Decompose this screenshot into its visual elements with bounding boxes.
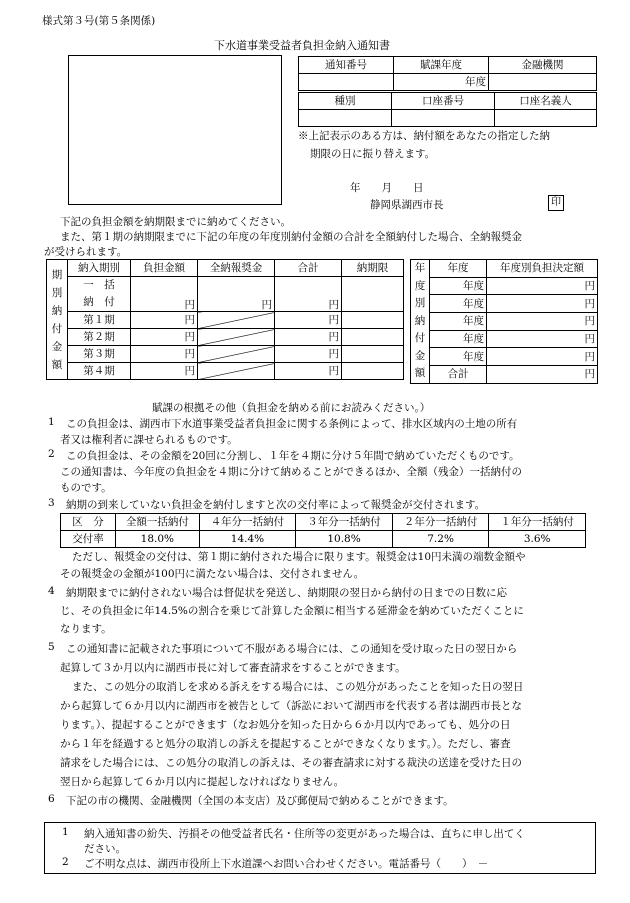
period-4-deadline (342, 363, 404, 380)
item-3-number: 3 (48, 497, 55, 509)
decided-row-4: 円 (487, 330, 598, 348)
bank-cell (489, 74, 597, 91)
issuer-name: 静岡県湖西市長 (370, 199, 444, 211)
lump-total: 円 (275, 277, 342, 312)
rate-full: 18.0% (116, 531, 200, 548)
item-3-line2: ただし、報奨金の交付は、第１期に納付された場合に限ります。報奨金は10円未満の端数金額や (72, 551, 526, 563)
item-6-line1: 下記の市の機関、金融機関（全国の本支店）及び郵便局で納めることができます。 (66, 795, 454, 807)
lump-reward: 円 (198, 277, 275, 312)
item-5-line7: 請求をした場合には、この処分の取消しの訴えは、その審査請求に対する裁決の送達を受けた日の (60, 757, 522, 769)
rate-header-3y: ３年分一括納付 (296, 514, 393, 531)
item-5-line3: また、この処分の取消しを求める訴えをする場合には、この処分があったことを知った日の翌日 (72, 681, 524, 693)
levy-year-header: 賦課年度 (394, 57, 489, 74)
account-holder-cell (495, 110, 597, 127)
item-4-line1: 納期限までに納付されない場合は督促状を発送し、納期限の翌日から納付の日までの日数に応 (66, 587, 507, 599)
type-cell (299, 110, 392, 127)
decided-row-3: 円 (487, 312, 598, 330)
period-2-reward (198, 329, 275, 346)
decided-row-1: 円 (487, 277, 598, 295)
year-row-2: 年度 (430, 295, 487, 313)
period-4-total: 円 (275, 363, 342, 380)
item-5-line4: から起算して６か月以内に湖西市を被告として（訴訟において湖西市を代表する者は湖西市長とな (60, 700, 522, 712)
notice-info-table (298, 56, 597, 91)
period-4-reward (198, 363, 275, 380)
notice-1-number: 1 (62, 826, 69, 838)
yearly-table (410, 259, 598, 384)
decided-row-2: 円 (487, 295, 598, 313)
rate-2y: 7.2% (392, 531, 489, 548)
item-1-number: 1 (48, 416, 55, 428)
yearly-total-amount: 円 (487, 365, 598, 383)
issue-date: 年 月 日 (350, 182, 424, 194)
item-2-line2: この通知書は、今年度の負担金を４期に分けて納めることができるほか、全額（残金）一括納付の (60, 466, 522, 478)
period-1-amount: 円 (131, 312, 198, 329)
payment-side-label: 期 別 納 付 金 額 (47, 260, 68, 380)
item-1-line2: 者又は権利者に課せられるものです。 (60, 434, 238, 446)
notice-1-line1: 納入通知書の紛失、汚損その他受益者氏名・住所等の変更があった場合は、直ちに申し出てく (84, 828, 525, 840)
rate-1y: 3.6% (489, 531, 586, 548)
reward-header: 全納報奨金 (198, 260, 275, 277)
item-5-line6: から１年を経過すると処分の取消しの訴えを提起することができなくなります。）。ただし、審査 (60, 738, 511, 750)
year-row-3: 年度 (430, 312, 487, 330)
rate-3y: 10.8% (296, 531, 393, 548)
intro-line2: また、第１期の納期限までに下記の年度の年度別納付金額の合計を全額納付した場合、全納報奨金 (60, 231, 522, 243)
total-header: 合計 (275, 260, 342, 277)
deadline-header: 納期限 (342, 260, 404, 277)
yearly-total-label: 合計 (430, 365, 487, 383)
period-2-label: 第２期 (68, 329, 131, 346)
lump-deadline (342, 277, 404, 312)
year-row-4: 年度 (430, 330, 487, 348)
seal-stamp: 印 (548, 195, 564, 211)
payment-table (46, 259, 404, 380)
item-2-line1: この負担金は、その金額を20回に分割し、１年を４期に分け５年間で納めていただくものです。 (66, 450, 520, 462)
item-6-number: 6 (48, 793, 55, 805)
period-2-amount: 円 (131, 329, 198, 346)
transfer-note-line2: 期限の日に振り替えます。 (310, 148, 436, 160)
period-2-total: 円 (275, 329, 342, 346)
rate-row-label: 交付率 (61, 531, 116, 548)
notice-number-header: 通知番号 (299, 57, 394, 74)
decided-row-5: 円 (487, 348, 598, 366)
rate-header-full: 全額一括納付 (116, 514, 200, 531)
period-4-amount: 円 (131, 363, 198, 380)
period-1-total: 円 (275, 312, 342, 329)
form-number: 様式第３号(第５条関係) (42, 15, 156, 27)
account-table (298, 92, 597, 127)
item-5-line1: この通知書に記載された事項について不服がある場合には、この通知を受け取った日の翌日から (66, 643, 518, 655)
item-5-line2: 起算して３か月以内に湖西市長に対して審査請求をすることができます。 (60, 662, 406, 674)
lump-amount: 円 (131, 277, 198, 312)
rate-header-2y: ２年分一括納付 (392, 514, 489, 531)
period-3-deadline (342, 346, 404, 363)
item-4-line3: なります。 (60, 623, 112, 635)
period-2-deadline (342, 329, 404, 346)
lump-sum-label: 一 括 納 付 (68, 277, 131, 312)
period-3-amount: 円 (131, 346, 198, 363)
item-3-line1: 納期の到来していない負担金を納付しますと次の交付率によって報奨金が交付されます。 (66, 499, 486, 511)
notice-2-number: 2 (62, 856, 69, 868)
amount-header: 負担金額 (131, 260, 198, 277)
period-1-deadline (342, 312, 404, 329)
period-3-reward (198, 346, 275, 363)
period-3-total: 円 (275, 346, 342, 363)
item-2-line3: ものです。 (60, 482, 112, 494)
rate-header-category: 区 分 (61, 514, 116, 531)
levy-year-cell: 年度 (394, 74, 489, 91)
item-1-line1: この負担金は、湖西市下水道事業受益者負担金に関する条例によって、排水区域内の土地の所有 (66, 418, 518, 430)
account-number-header: 口座番号 (392, 93, 495, 110)
rate-header-1y: １年分一括納付 (489, 514, 586, 531)
item-5-number: 5 (48, 641, 55, 653)
account-number-cell (392, 110, 495, 127)
item-5-line8: 翌日から起算して６か月以内に提起しなければなりません。 (60, 776, 345, 788)
notice-1-line2: ださい。 (84, 843, 126, 855)
year-row-5: 年度 (430, 348, 487, 366)
address-box (68, 55, 282, 205)
decided-header: 年度別負担決定額 (487, 260, 598, 278)
transfer-note-line1: ※上記表示のある方は、納付額をあなたの指定した納 (298, 130, 550, 142)
rate-table (60, 513, 586, 548)
type-header: 種別 (299, 93, 392, 110)
rate-4y: 14.4% (199, 531, 296, 548)
year-header: 年度 (430, 260, 487, 278)
intro-line1: 下記の負担金額を納期限までに納めてください。 (60, 216, 291, 228)
notice-number-cell (299, 74, 394, 91)
item-4-line2: じ、その負担金に年14.5%の割合を乗じて計算した金額に相当する延滞金を納めていただくことに (60, 605, 524, 617)
intro-line3: が受けられます。 (44, 246, 128, 258)
period-1-reward (198, 312, 275, 329)
period-1-label: 第１期 (68, 312, 131, 329)
bank-header: 金融機関 (489, 57, 597, 74)
item-3-line3: その報奨金の金額が100円に満たない場合は、交付されません。 (60, 568, 365, 580)
item-4-number: 4 (48, 585, 55, 597)
year-row-1: 年度 (430, 277, 487, 295)
period-4-label: 第４期 (68, 363, 131, 380)
rate-header-4y: ４年分一括納付 (199, 514, 296, 531)
item-5-line5: ります。）、提起することができます（なお処分を知った日から６か月以内であっても、処分の日 (60, 719, 511, 731)
page-title: 下水道事業受益者負担金納入通知書 (214, 39, 390, 52)
account-holder-header: 口座名義人 (495, 93, 597, 110)
period-header: 納入期別 (68, 260, 131, 277)
period-3-label: 第３期 (68, 346, 131, 363)
item-2-number: 2 (48, 448, 55, 460)
notice-2-line1: ご不明な点は、湖西市役所上下水道課へお問い合わせください。電話番号（ ） － (84, 858, 489, 870)
yearly-side-label: 年 度 別 納 付 金 額 (411, 260, 430, 384)
basis-title: 賦課の根拠その他（負担金を納める前にお読みください。） (152, 402, 431, 414)
